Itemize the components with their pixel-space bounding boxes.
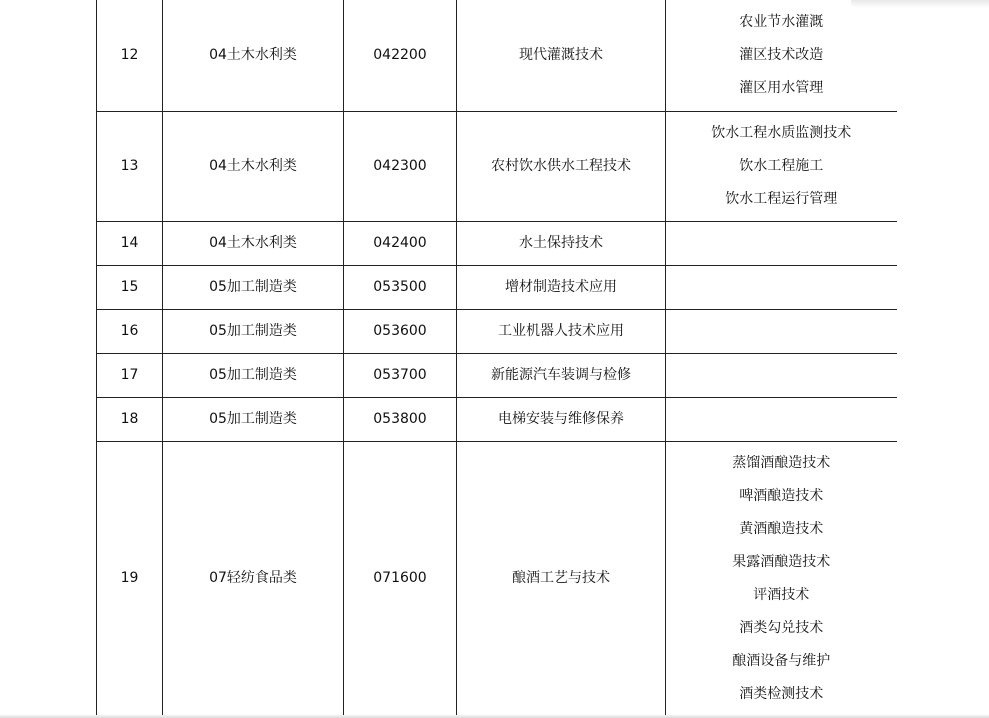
major-name-cell: 农村饮水供水工程技术 [457,111,666,221]
row-index: 16 [97,309,163,353]
major-catalog-table [96,0,897,717]
direction-item: 灌区技术改造 [739,46,824,63]
major-code-cell: 053600 [344,309,457,353]
table-row [97,221,897,265]
major-name-cell: 工业机器人技术应用 [457,309,666,353]
table-row [97,441,897,716]
direction-item: 饮水工程运行管理 [725,190,838,207]
table-row [97,265,897,309]
direction-item: 饮水工程施工 [739,157,824,174]
major-name-cell: 酿酒工艺与技术 [457,441,666,716]
category-cell: 07轻纺食品类 [163,441,344,716]
direction-list [666,6,897,105]
direction-item: 黄酒酿造技术 [739,521,824,537]
table-row [97,0,897,111]
directions-cell [666,265,897,309]
major-code-cell: 053500 [344,265,457,309]
directions-cell [666,353,897,397]
table-row [97,397,897,441]
direction-item: 果露酒酿造技术 [732,554,831,570]
directions-cell [666,0,897,111]
category-cell: 05加工制造类 [163,309,344,353]
row-index: 19 [97,441,163,716]
direction-item: 酿酒设备与维护 [732,653,831,669]
row-index: 13 [97,111,163,221]
row-index: 12 [97,0,163,111]
row-index: 17 [97,353,163,397]
directions-cell [666,397,897,441]
table-row [97,353,897,397]
direction-item: 啤酒酿造技术 [739,488,824,504]
major-name-cell: 电梯安装与维修保养 [457,397,666,441]
major-code-cell: 053800 [344,397,457,441]
direction-item: 酒类勾兑技术 [739,620,824,636]
category-cell: 05加工制造类 [163,265,344,309]
directions-cell [666,221,897,265]
directions-cell [666,111,897,221]
major-code-cell: 042200 [344,0,457,111]
direction-item: 蒸馏酒酿造技术 [732,455,831,471]
directions-cell [666,441,897,716]
category-cell: 04土木水利类 [163,221,344,265]
direction-item: 评酒技术 [753,587,810,603]
row-index: 14 [97,221,163,265]
category-cell: 04土木水利类 [163,0,344,111]
directions-cell [666,309,897,353]
direction-item: 酒类检测技术 [739,686,824,702]
major-code-cell: 071600 [344,441,457,716]
major-name-cell: 新能源汽车装调与检修 [457,353,666,397]
major-name-cell: 增材制造技术应用 [457,265,666,309]
direction-item: 农业节水灌溉 [739,13,824,30]
direction-item: 灌区用水管理 [739,79,824,96]
category-cell: 05加工制造类 [163,397,344,441]
direction-list [666,117,897,216]
direction-list [666,447,897,710]
category-cell: 04土木水利类 [163,111,344,221]
major-name-cell: 水土保持技术 [457,221,666,265]
major-code-cell: 042400 [344,221,457,265]
major-name-cell: 现代灌溉技术 [457,0,666,111]
major-code-cell: 053700 [344,353,457,397]
table-row [97,309,897,353]
direction-item: 饮水工程水质监测技术 [711,124,852,141]
category-cell: 05加工制造类 [163,353,344,397]
row-index: 15 [97,265,163,309]
row-index: 18 [97,397,163,441]
table-row [97,111,897,221]
major-code-cell: 042300 [344,111,457,221]
